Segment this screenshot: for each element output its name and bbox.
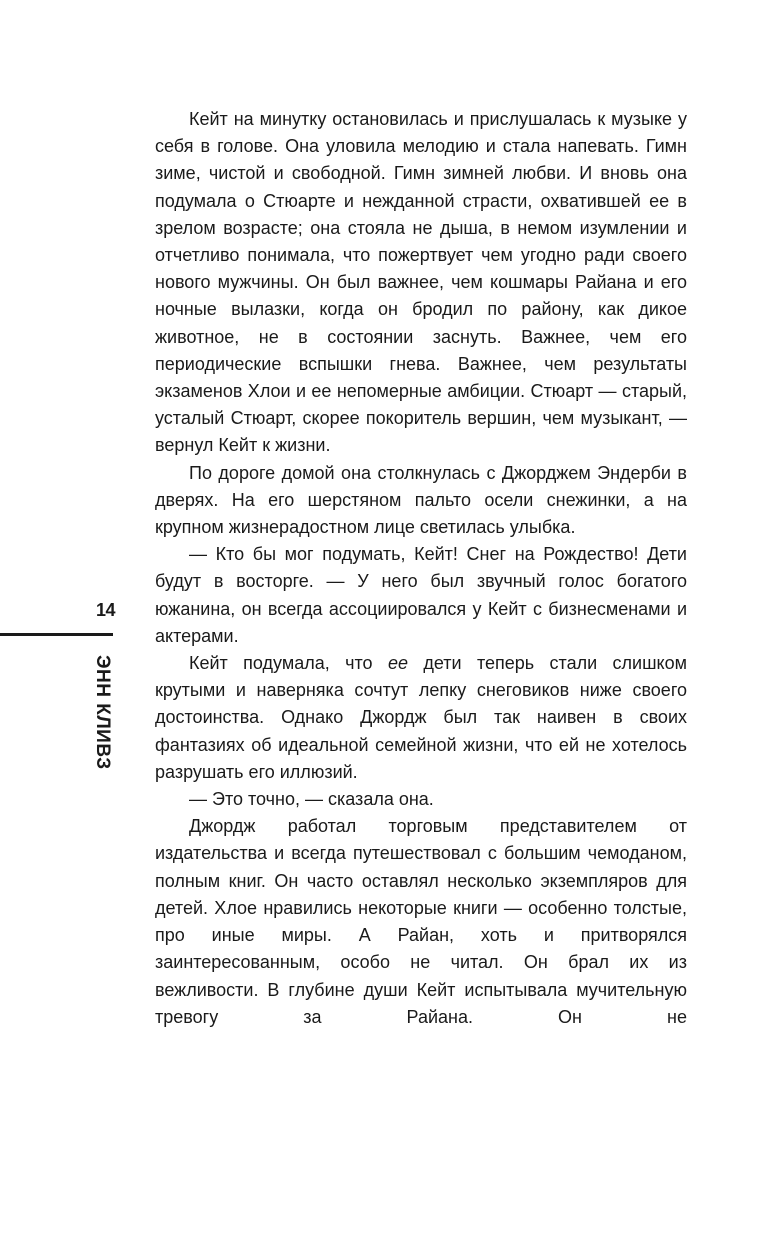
body-text <box>155 106 687 1031</box>
paragraph-4-before: Кейт подумала, что <box>189 653 388 674</box>
paragraph-4 <box>155 650 687 786</box>
paragraph-6: Джордж работал торговым представителем от издательства и всегда путешествовал с большим чемоданом, полным книг. Он часто оставлял несколько экземпляров для детей. Хлое нравились некоторые книги — особенно толстые, про иные миры. А Райан, хоть и притворялся заинтересованным, особо не читал. Он брал их из вежливости. В глубине души Кейт испытывала мучительную тревогу за Райана. Он не <box>155 816 687 1027</box>
paragraph-3: — Кто бы мог подумать, Кейт! Снег на Рождество! Дети будут в восторге. — У него был звучный голос богатого южанина, он всегда ассоциировался у Кейт с бизнесменами и актерами. <box>155 544 687 646</box>
paragraph-4-emphasis: ее <box>387 653 408 674</box>
page-number: 14 <box>96 600 116 620</box>
margin-divider <box>0 633 113 636</box>
running-header-author: ЭНН КЛИВЗ <box>92 655 113 770</box>
paragraph-5: — Это точно, — сказала она. <box>189 789 434 810</box>
paragraph-1: Кейт на минутку остановилась и прислушалась к музыке у себя в голове. Она уловила мелодию и стала напевать. Гимн зиме, чистой и свободной. Гимн зимней любви. И вновь она подумала о Стюарте и нежданной страсти, охватившей ее в зрелом возрасте; она стояла не дыша, в немом изумлении и отчетливо понимала, что пожертвует чем угодно ради своего нового мужчины. Он был важнее, чем кошмары Райана и его ночные вылазки, когда он бродил по району, как дикое животное, не в состоянии заснуть. Важнее, чем его периодические вспышки гнева. Важнее, чем результаты экзаменов Хлои и ее непомерные амбиции. Стюарт — старый, усталый Стюарт, скорее покоритель вершин, чем музыкант, — вернул Кейт к жизни. <box>155 109 687 456</box>
paragraph-4-after: дети теперь стали слишком крутыми и наверняка сочтут лепку снеговиков ниже своего достоинства. Однако Джордж был так наивен в своих фантазиях об идеальной семейной жизни, что ей не хотелось разрушать его иллюзий. <box>155 653 687 782</box>
paragraph-2: По дороге домой она столкнулась с Джорджем Эндерби в дверях. На его шерстяном пальто осели снежинки, а на крупном жизнерадостном лице светилась улыбка. <box>155 462 687 538</box>
